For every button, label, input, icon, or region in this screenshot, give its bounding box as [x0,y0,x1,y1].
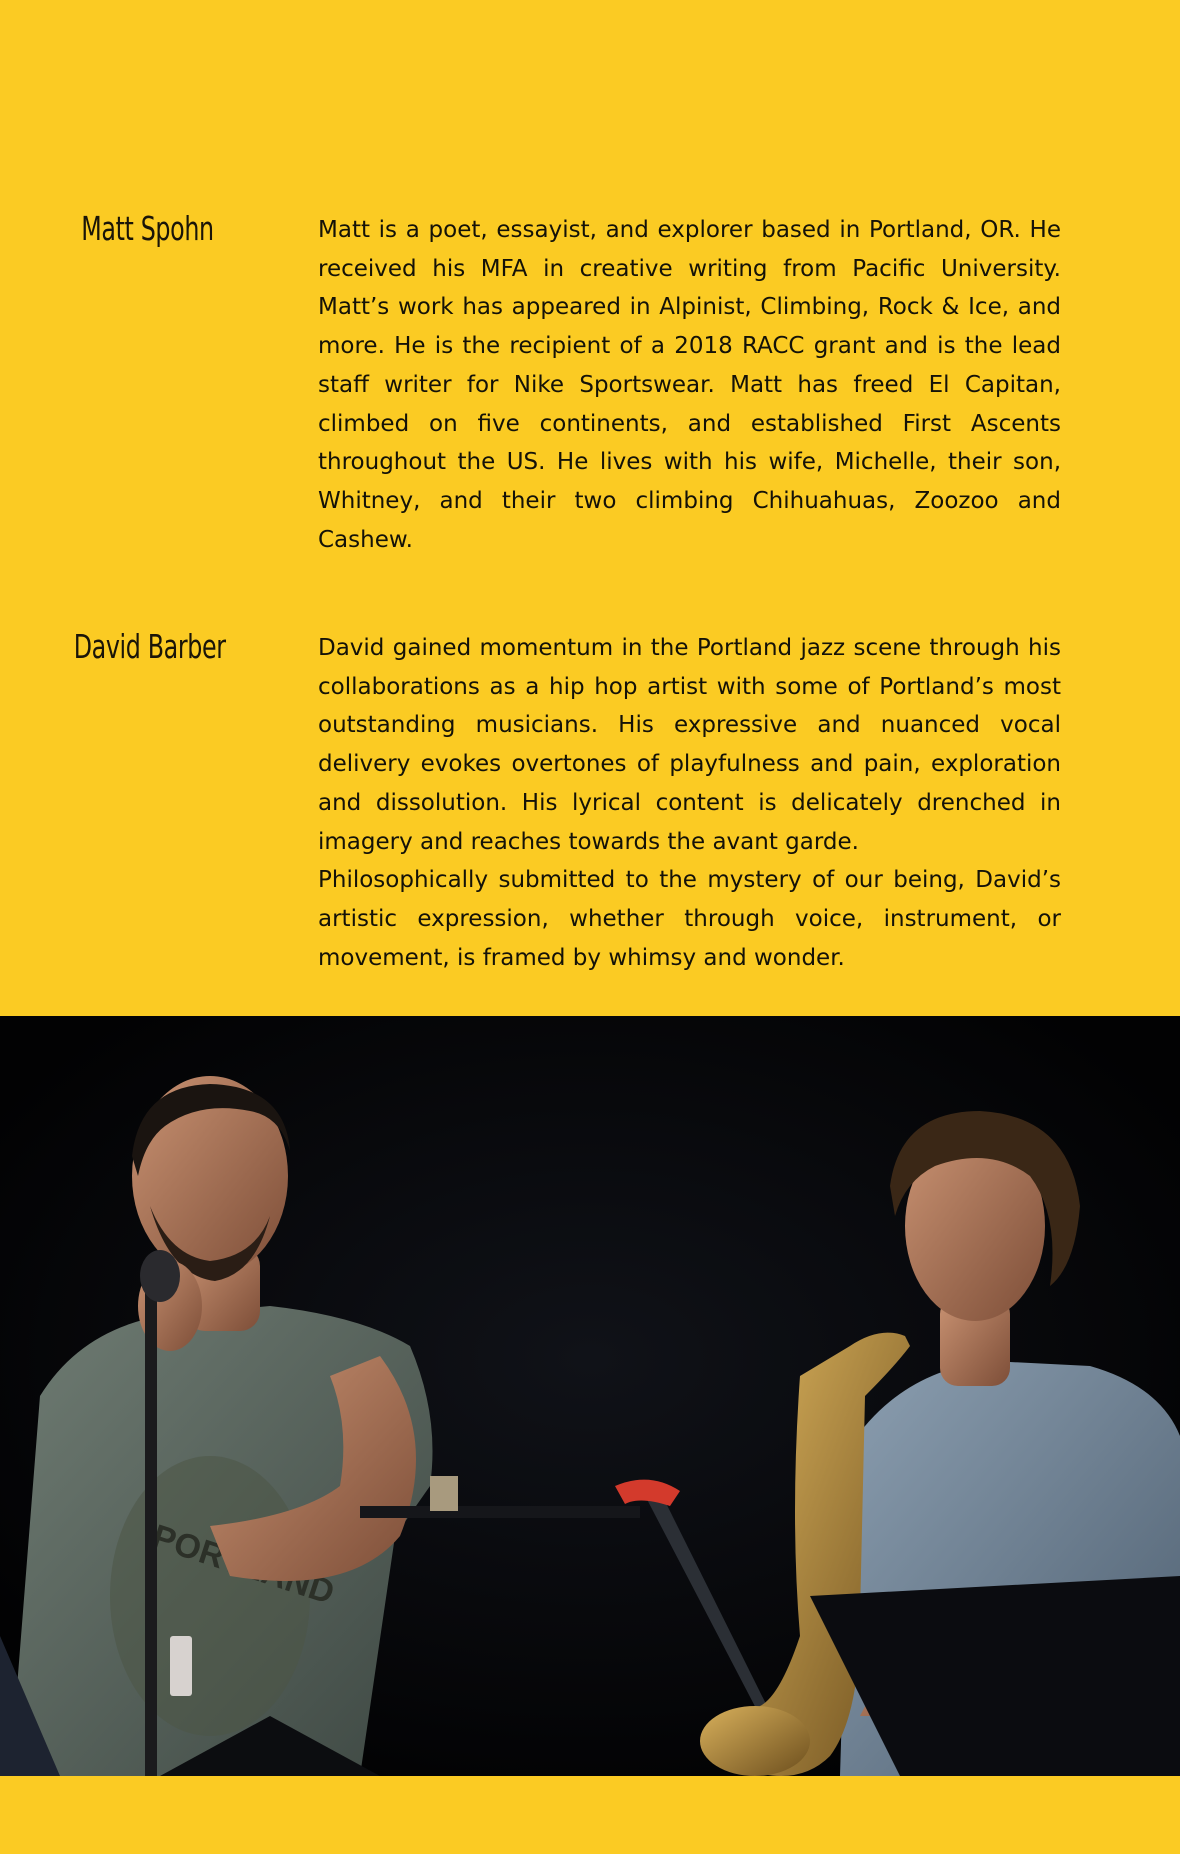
bio-name: David Barber [73,627,226,666]
performance-photo [0,1016,1180,1776]
bio-name: Matt Spohn [81,209,214,248]
bio-paragraph: David gained momentum in the Portland jazz scene through his collaborations as a hip hop artist with some of Portland’s most outstanding musicians. His expressive and nuanced vocal delivery evokes overtones of playfulness and pain, exploration and dissolution. His lyrical content is delicately drenched in imagery and reaches towards the avant garde. [318,635,1061,855]
piano-edge [360,1506,640,1518]
mic-stand [145,1291,157,1776]
bio-paragraph: Matt is a poet, essayist, and explorer based in Portland, OR. He received his MFA in creative writing from Pacific University. Matt’s work has appeared in Alpinist, Climbing, Rock & Ice, and more. He is the recipient of a 2018 RACC grant and is the lead staff writer for Nike Sportswear. Matt has freed El Capitan, climbed on five continents, and established First Ascents throughout the US. He lives with his wife, Michelle, their son, Whitney, and their two climbing Chihuahuas, Zoozoo and Cashew. [318,217,1061,553]
bio-paragraph: Philosophically submitted to the mystery of our being, David’s artistic expression, whether through voice, instrument, or movement, is framed by whimsy and wonder. [318,867,1061,971]
bio-text [318,211,1061,559]
performance-illustration [0,1016,1180,1776]
microphone [140,1250,180,1302]
cup [430,1476,458,1511]
saxophone-bell [700,1706,810,1776]
lanyard-badge [170,1636,192,1696]
bio-text [318,629,1061,977]
